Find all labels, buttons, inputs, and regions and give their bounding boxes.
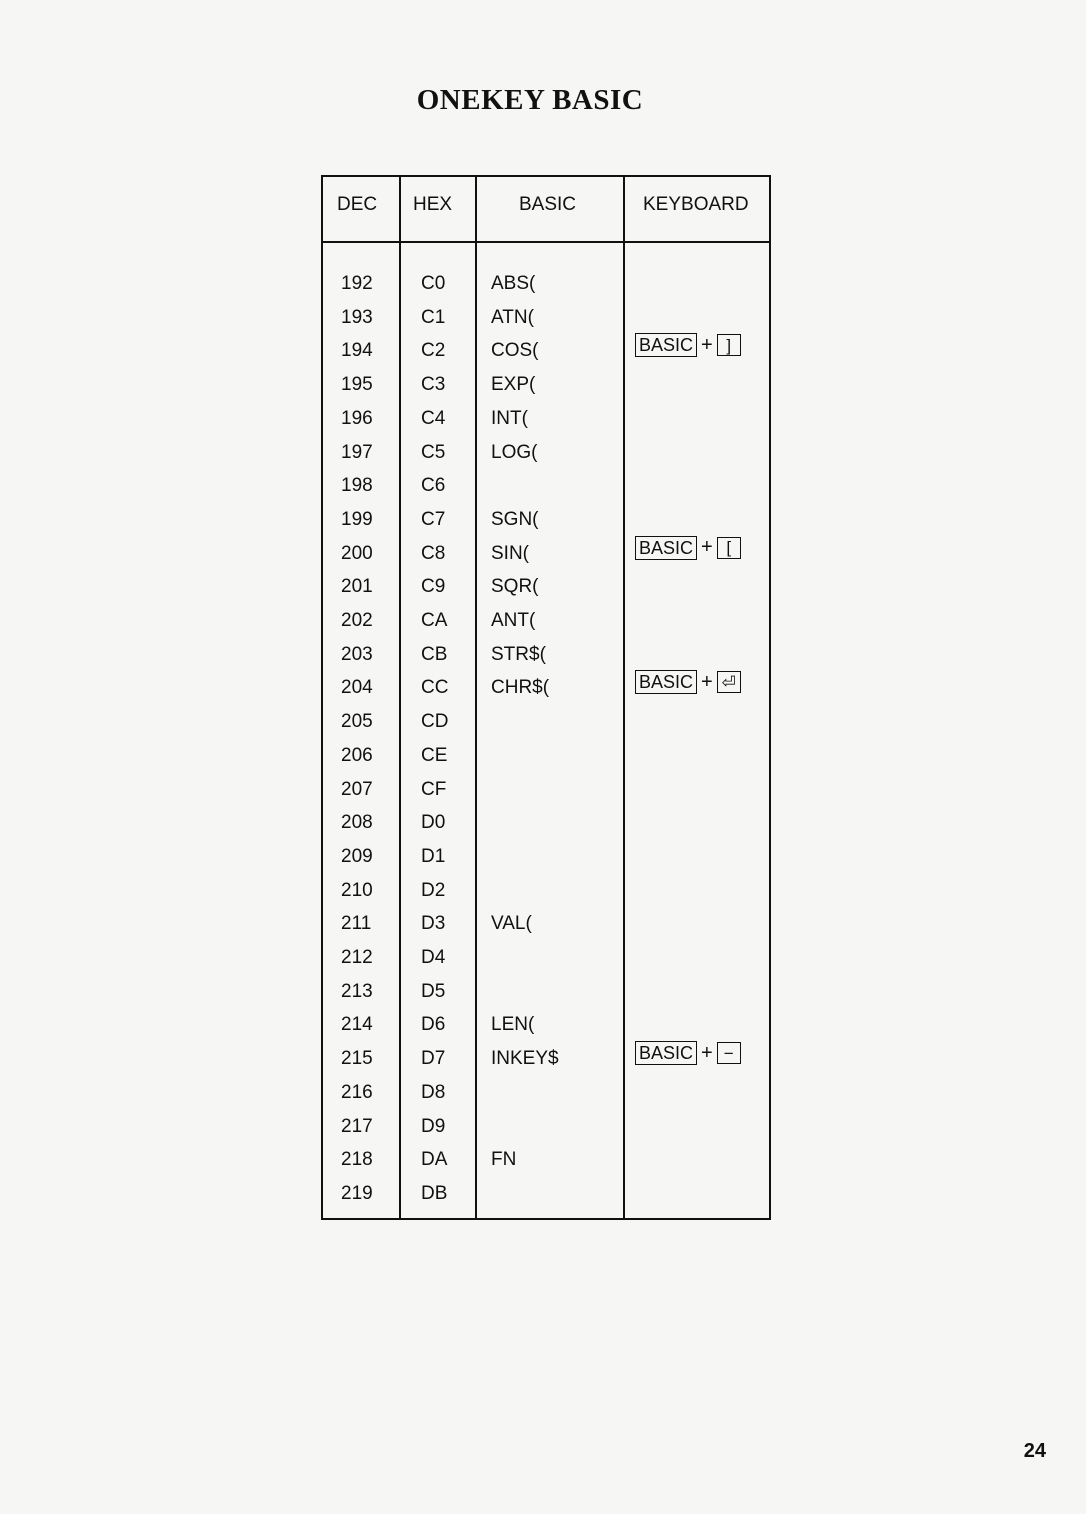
cell-hex: D8 bbox=[421, 1081, 446, 1103]
cell-dec: 196 bbox=[341, 407, 373, 429]
header-divider bbox=[323, 241, 769, 243]
table-row bbox=[323, 442, 769, 476]
cell-hex: D7 bbox=[421, 1048, 446, 1070]
cell-dec: 217 bbox=[341, 1115, 373, 1137]
cell-dec: 211 bbox=[341, 913, 372, 935]
cell-basic: LOG( bbox=[491, 441, 538, 463]
cell-dec: 212 bbox=[341, 947, 373, 968]
cell-dec: 195 bbox=[341, 374, 373, 396]
cell-dec: 215 bbox=[341, 1048, 373, 1070]
table-row bbox=[323, 1183, 769, 1217]
cell-hex: D6 bbox=[421, 1014, 446, 1036]
table-row bbox=[323, 981, 769, 1015]
basic-key: BASIC bbox=[635, 670, 697, 694]
table-row bbox=[323, 536, 769, 577]
cell-dec: 192 bbox=[341, 273, 373, 294]
cell-hex: D4 bbox=[421, 947, 446, 968]
table-row bbox=[323, 947, 769, 981]
table-row bbox=[323, 880, 769, 914]
cell-hex: D2 bbox=[421, 879, 446, 901]
cell-hex: DA bbox=[421, 1149, 448, 1171]
cell-basic: STR$( bbox=[491, 643, 546, 665]
cell-dec: 199 bbox=[341, 508, 373, 530]
cell-basic: FN bbox=[491, 1149, 517, 1171]
cell-hex: D5 bbox=[421, 980, 446, 1002]
key-cap: ] bbox=[717, 334, 741, 356]
cell-basic: VAL( bbox=[491, 913, 532, 935]
cell-hex: CA bbox=[421, 610, 448, 631]
basic-key: BASIC bbox=[635, 1041, 697, 1065]
cell-dec: 197 bbox=[341, 441, 373, 463]
table-row bbox=[323, 374, 769, 408]
table-row bbox=[323, 913, 769, 947]
table-row bbox=[323, 610, 769, 644]
table-row bbox=[323, 273, 769, 307]
table-row bbox=[323, 745, 769, 779]
cell-dec: 204 bbox=[341, 677, 373, 699]
cell-basic: INKEY$ bbox=[491, 1048, 559, 1070]
cell-hex: CE bbox=[421, 744, 448, 766]
header-hex: HEX bbox=[413, 194, 453, 215]
table-row bbox=[323, 333, 769, 374]
cell-dec: 201 bbox=[341, 576, 373, 598]
basic-key: BASIC bbox=[635, 333, 697, 357]
cell-dec: 210 bbox=[341, 879, 373, 901]
onekey-basic-table bbox=[321, 175, 771, 1220]
table-row bbox=[323, 846, 769, 880]
plus-sign: + bbox=[701, 1041, 713, 1064]
plus-sign: + bbox=[701, 333, 713, 356]
cell-dec: 203 bbox=[341, 643, 373, 665]
cell-hex: C1 bbox=[421, 306, 446, 328]
table-row bbox=[323, 670, 769, 711]
keyboard-combo bbox=[635, 333, 741, 357]
key-cap: − bbox=[717, 1042, 741, 1064]
cell-dec: 194 bbox=[341, 340, 373, 362]
table-row bbox=[323, 576, 769, 610]
key-cap: [ bbox=[717, 537, 741, 559]
cell-basic: INT( bbox=[491, 407, 528, 429]
cell-hex: D9 bbox=[421, 1115, 446, 1137]
cell-basic: LEN( bbox=[491, 1014, 535, 1036]
cell-basic: SGN( bbox=[491, 508, 539, 530]
cell-dec: 218 bbox=[341, 1149, 373, 1171]
cell-basic: COS( bbox=[491, 340, 539, 362]
keyboard-combo bbox=[635, 670, 741, 694]
header-dec: DEC bbox=[337, 194, 378, 215]
key-cap: ⏎ bbox=[717, 671, 741, 693]
cell-dec: 207 bbox=[341, 778, 373, 800]
cell-hex: CF bbox=[421, 778, 447, 800]
table-row bbox=[323, 779, 769, 813]
cell-hex: D1 bbox=[421, 845, 446, 867]
table-row bbox=[323, 1041, 769, 1082]
cell-hex: CD bbox=[421, 711, 449, 733]
page-title: ONEKEY BASIC bbox=[416, 84, 644, 116]
cell-dec: 205 bbox=[341, 711, 373, 733]
cell-dec: 209 bbox=[341, 845, 373, 867]
cell-hex: C3 bbox=[421, 374, 446, 396]
basic-key: BASIC bbox=[635, 536, 697, 560]
cell-dec: 200 bbox=[341, 542, 373, 564]
cell-dec: 214 bbox=[341, 1014, 373, 1036]
page-number: 24 bbox=[1023, 1440, 1046, 1462]
cell-basic: ABS( bbox=[491, 273, 536, 294]
header-basic: BASIC bbox=[519, 194, 577, 215]
cell-hex: D0 bbox=[421, 812, 446, 834]
cell-dec: 208 bbox=[341, 812, 373, 834]
plus-sign: + bbox=[701, 536, 713, 559]
cell-basic: CHR$( bbox=[491, 677, 550, 699]
cell-dec: 206 bbox=[341, 744, 373, 766]
table-row bbox=[323, 408, 769, 442]
plus-sign: + bbox=[701, 670, 713, 693]
table-row bbox=[323, 1116, 769, 1150]
cell-hex: C7 bbox=[421, 508, 446, 530]
cell-dec: 219 bbox=[341, 1182, 373, 1204]
cell-basic: ATN( bbox=[491, 306, 534, 328]
table-row bbox=[323, 812, 769, 846]
cell-basic: SIN( bbox=[491, 542, 529, 564]
cell-dec: 216 bbox=[341, 1081, 373, 1103]
cell-hex: C0 bbox=[421, 273, 446, 294]
cell-basic: ANT( bbox=[491, 610, 536, 631]
header-keyboard: KEYBOARD bbox=[643, 194, 749, 215]
table-row bbox=[323, 711, 769, 745]
table-row bbox=[323, 1082, 769, 1116]
keyboard-combo bbox=[635, 536, 741, 560]
table-row bbox=[323, 475, 769, 509]
cell-hex: DB bbox=[421, 1182, 448, 1204]
cell-hex: C6 bbox=[421, 475, 446, 497]
keyboard-combo bbox=[635, 1041, 741, 1065]
cell-hex: D3 bbox=[421, 913, 446, 935]
cell-hex: C5 bbox=[421, 441, 446, 463]
cell-hex: C9 bbox=[421, 576, 446, 598]
cell-dec: 198 bbox=[341, 475, 373, 497]
cell-hex: CB bbox=[421, 643, 448, 665]
table-row bbox=[323, 1149, 769, 1183]
cell-hex: C2 bbox=[421, 340, 446, 362]
cell-basic: SQR( bbox=[491, 576, 539, 598]
cell-dec: 193 bbox=[341, 306, 373, 328]
cell-basic: EXP( bbox=[491, 374, 536, 396]
cell-dec: 213 bbox=[341, 980, 373, 1002]
cell-hex: CC bbox=[421, 677, 449, 699]
cell-hex: C8 bbox=[421, 542, 446, 564]
cell-dec: 202 bbox=[341, 610, 373, 631]
cell-hex: C4 bbox=[421, 407, 446, 429]
